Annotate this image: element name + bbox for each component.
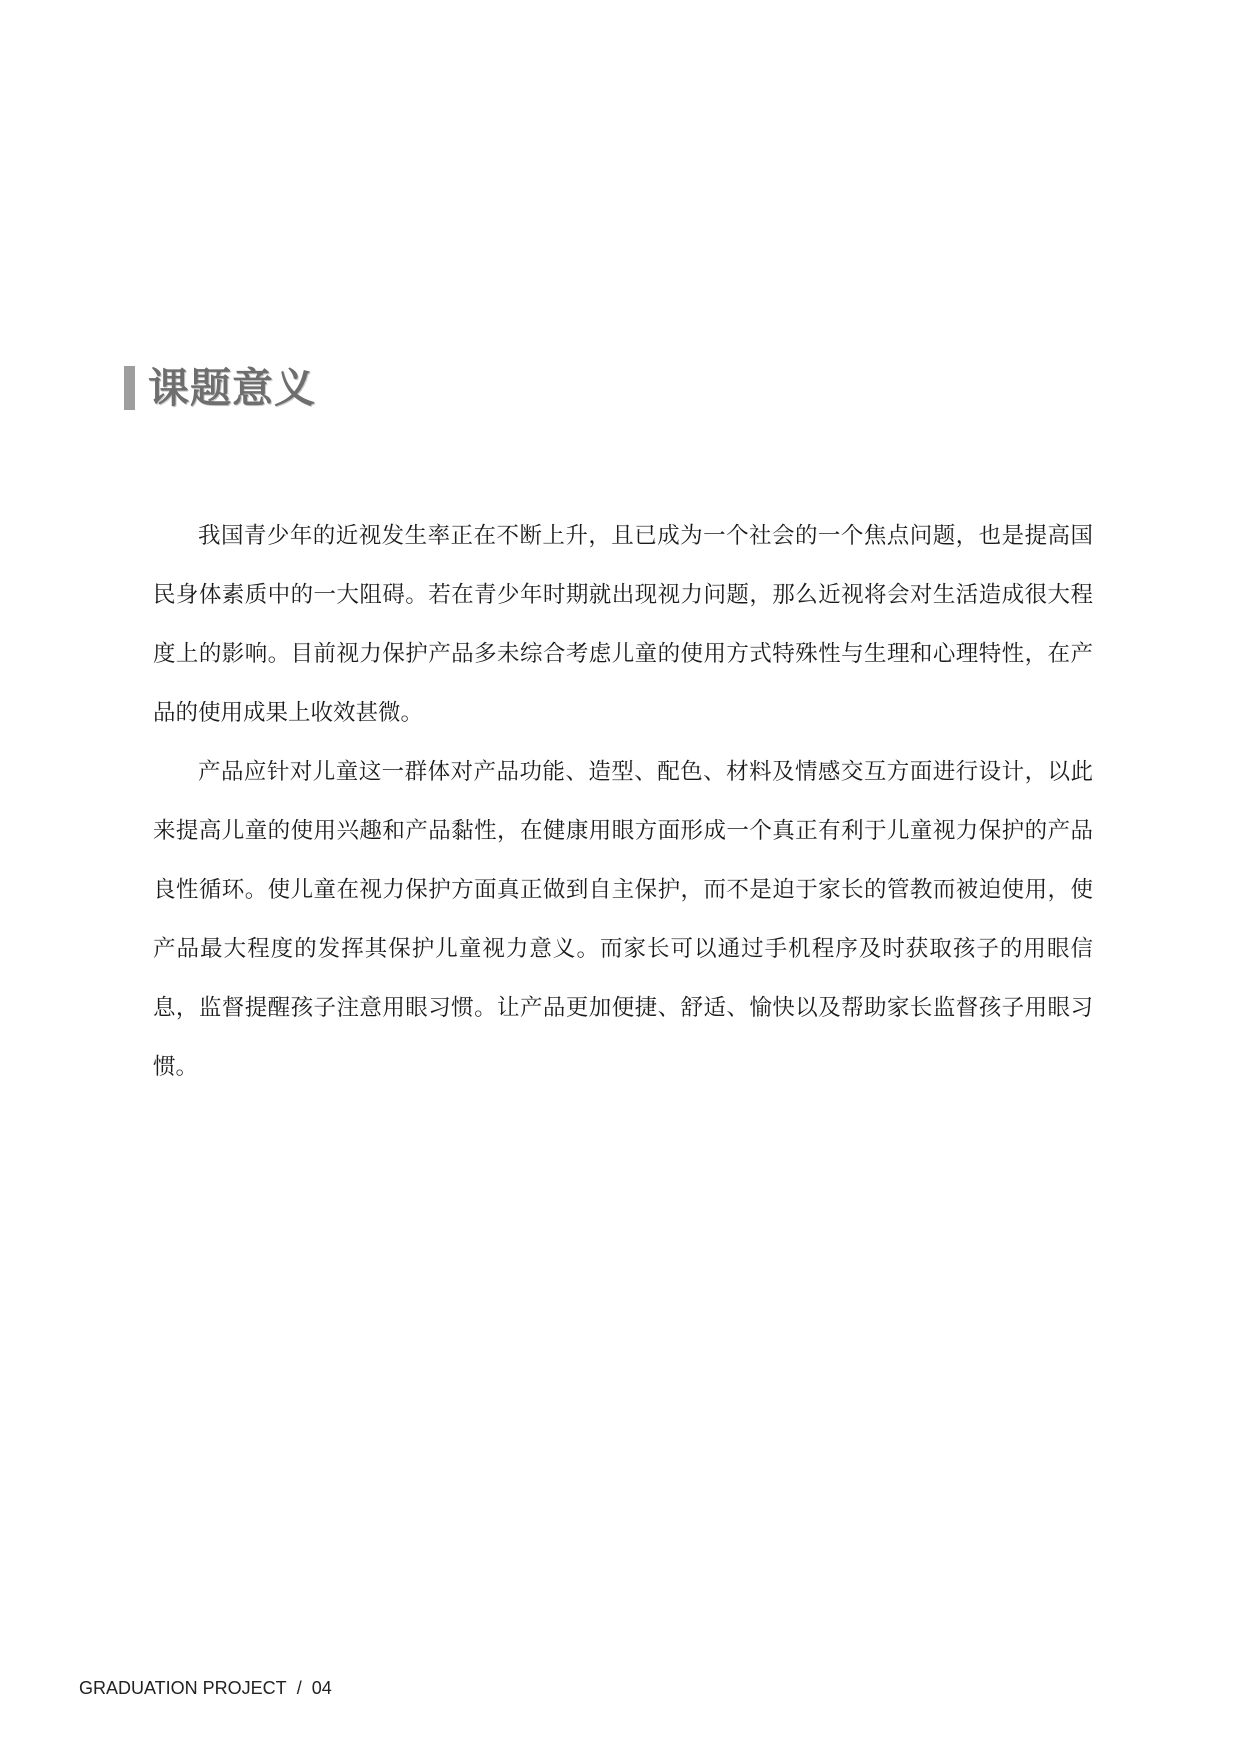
footer-project-label: GRADUATION PROJECT <box>79 1678 287 1698</box>
paragraph-2: 产品应针对儿童这一群体对产品功能、造型、配色、材料及情感交互方面进行设计，以此来提高儿童的使用兴趣和产品黏性，在健康用眼方面形成一个真正有利于儿童视力保护的产品良性循环。使儿童在视力保护方面真正做到自主保护，而不是迫于家长的管教而被迫使用，使产品最大程度的发挥其保护儿童视力意义。而家长可以通过手机程序及时获取孩子的用眼信息，监督提醒孩子注意用眼习惯。让产品更加便捷、舒适、愉快以及帮助家长监督孩子用眼习惯。 <box>153 759 1093 1080</box>
section-title-block <box>124 364 316 412</box>
page-title: 课题意义 <box>148 364 316 412</box>
title-accent-bar <box>124 366 135 410</box>
page-footer <box>79 1676 332 1700</box>
body-text <box>153 507 1093 1097</box>
footer-page-number: 04 <box>311 1678 332 1698</box>
paragraph-1: 我国青少年的近视发生率正在不断上升，且已成为一个社会的一个焦点问题，也是提高国民身体素质中的一大阻碍。若在青少年时期就出现视力问题，那么近视将会对生活造成很大程度上的影响。目前视力保护产品多未综合考虑儿童的使用方式特殊性与生理和心理特性，在产品的使用成果上收效甚微。 <box>153 523 1093 726</box>
footer-separator: / <box>296 1678 302 1698</box>
